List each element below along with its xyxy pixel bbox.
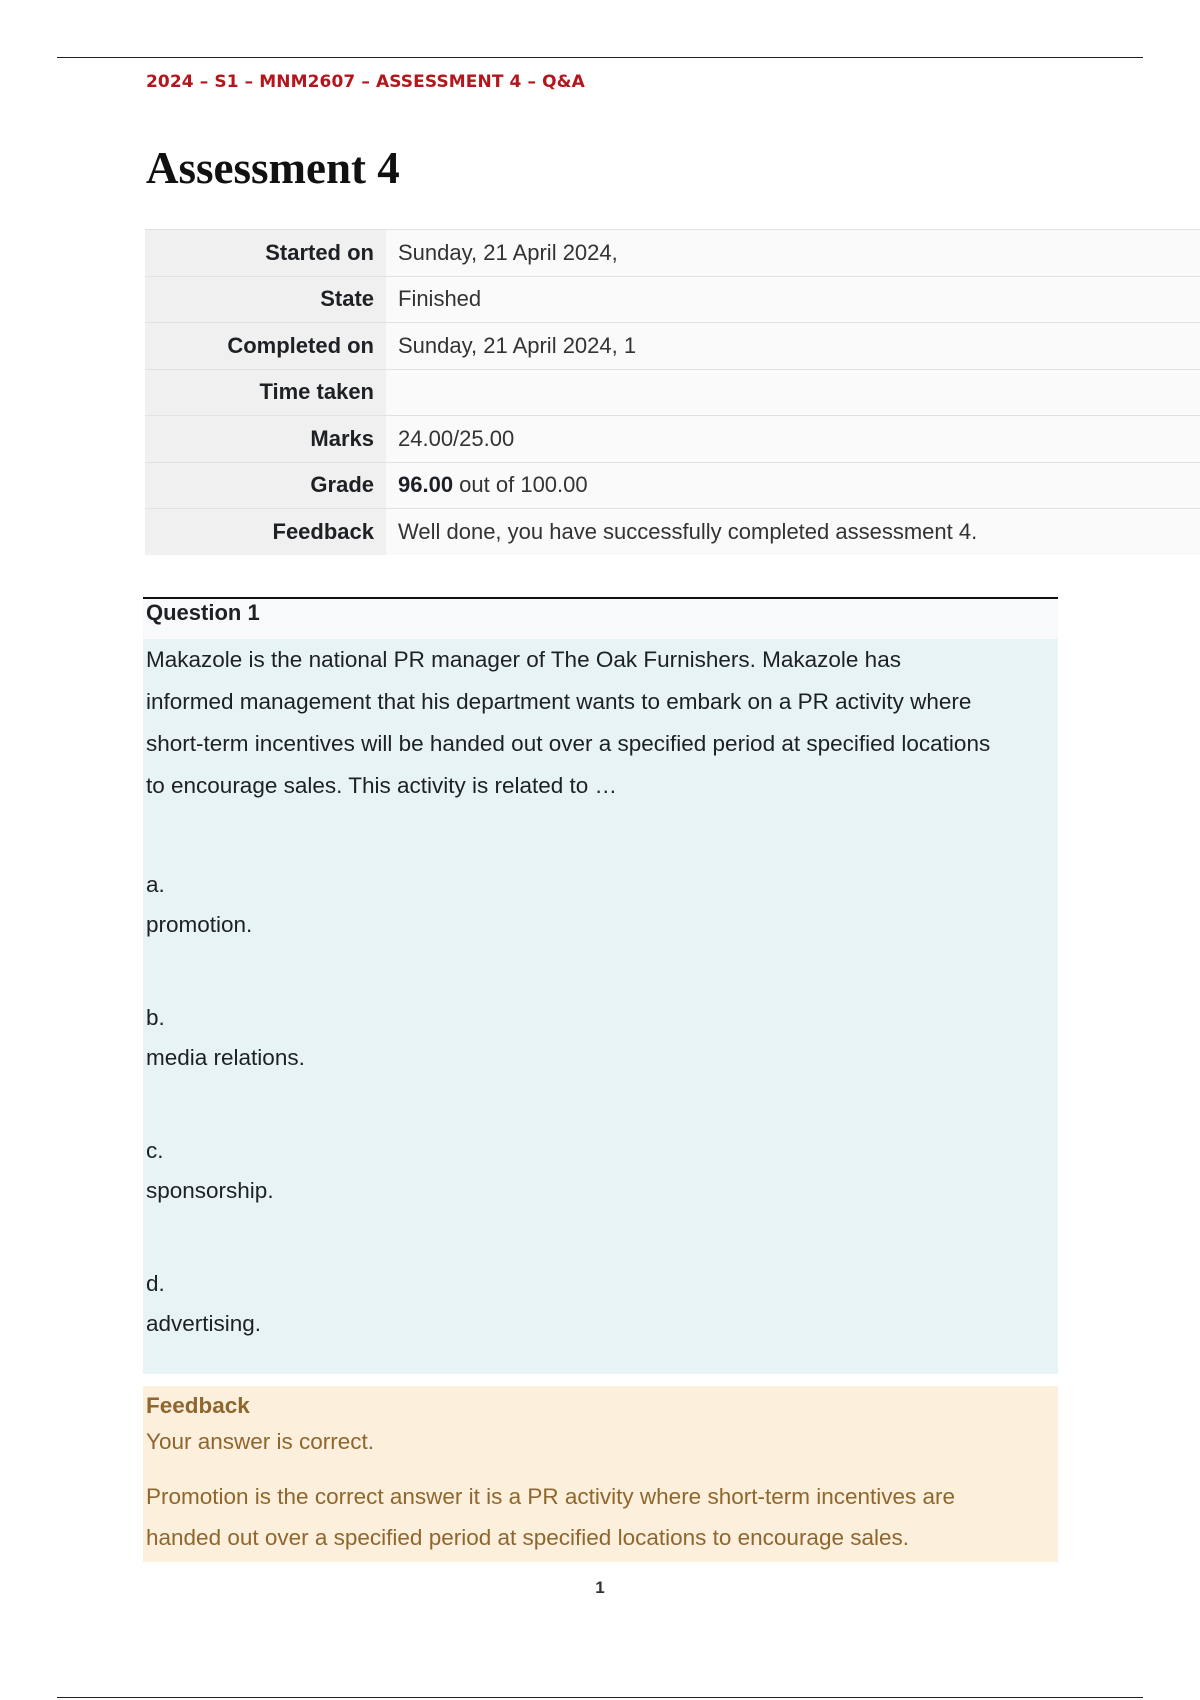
question-text [146,639,1055,807]
question-text-line: short-term incentives will be handed out over a specified period at specified locations [146,731,991,756]
document-header: 2024 – S1 – MNM2607 – ASSESSMENT 4 – Q&A [146,72,585,92]
summary-value: Finished [386,276,1200,323]
summary-row-started-on [145,230,1200,277]
summary-row-feedback [145,509,1200,555]
question-block [143,597,1058,1562]
summary-row-grade [145,462,1200,509]
answer-option-b [146,998,1055,1078]
answer-option-c [146,1131,1055,1211]
summary-label: Marks [145,416,386,463]
grade-score: 96.00 [398,472,454,498]
bottom-rule [57,1697,1143,1698]
question-formulation [143,639,1058,1374]
option-text: promotion. [146,912,253,937]
question-heading: Question 1 [143,597,1058,639]
option-text: media relations. [146,1045,305,1070]
option-letter: a. [146,872,165,897]
summary-label: Grade [145,462,386,509]
summary-label: State [145,276,386,323]
summary-value: Well done, you have successfully completed assessment 4. [386,509,1200,555]
feedback-title: Feedback [146,1393,250,1418]
feedback-explanation-line: Promotion is the correct answer it is a PR activity where short-term incentives are [146,1484,956,1509]
answer-option-d [146,1264,1055,1344]
question-text-line: to encourage sales. This activity is related to … [146,773,618,798]
top-rule [57,57,1143,58]
answer-option-a [146,865,1055,945]
grade-total: out of 100.00 [453,472,588,498]
summary-label: Feedback [145,509,386,555]
summary-row-marks [145,416,1200,463]
feedback-correct-message: Your answer is correct. [146,1429,375,1454]
feedback-explanation [146,1476,1055,1558]
summary-row-time-taken [145,369,1200,416]
summary-label: Completed on [145,323,386,370]
page-number: 1 [595,1578,605,1597]
page-title: Assessment 4 [146,143,400,193]
option-text: sponsorship. [146,1178,274,1203]
summary-value: Sunday, 21 April 2024, 1 [386,323,1200,370]
question-text-line: Makazole is the national PR manager of The Oak Furnishers. Makazole has [146,647,901,672]
summary-value: Sunday, 21 April 2024, [386,230,1200,277]
feedback-explanation-line: handed out over a specified period at specified locations to encourage sales. [146,1525,910,1550]
summary-value [386,369,1200,416]
summary-row-completed-on [145,323,1200,370]
summary-label: Time taken [145,369,386,416]
attempt-summary-table [145,229,1200,555]
answer-options [146,865,1055,1344]
option-letter: b. [146,1005,165,1030]
question-feedback [143,1386,1058,1562]
summary-value [386,462,1200,509]
summary-label: Started on [145,230,386,277]
option-text: advertising. [146,1311,262,1336]
option-letter: d. [146,1271,165,1296]
option-letter: c. [146,1138,164,1163]
summary-row-state [145,276,1200,323]
summary-value: 24.00/25.00 [386,416,1200,463]
question-text-line: informed management that his department wants to embark on a PR activity where [146,689,972,714]
